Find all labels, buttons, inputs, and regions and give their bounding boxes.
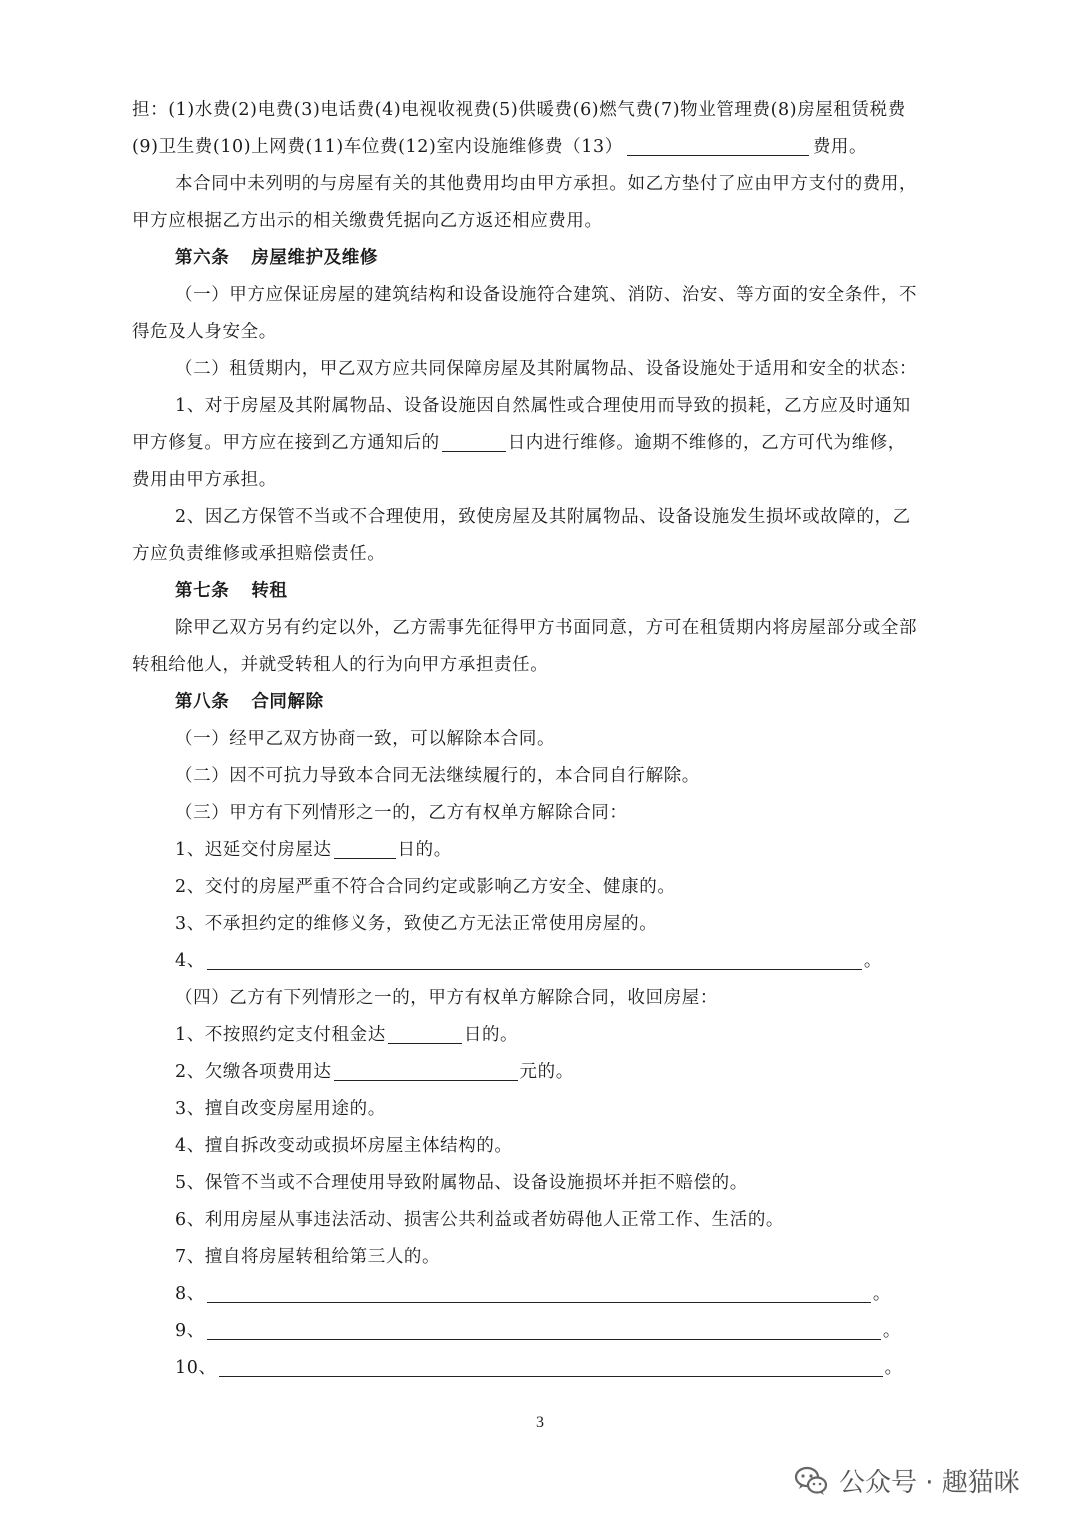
paragraph-line: 5、保管不当或不合理使用导致附属物品、设备设施损坏并拒不赔偿的。 <box>175 1173 748 1193</box>
paragraph-line: （一）甲方应保证房屋的建筑结构和设备设施符合建筑、消防、治安、等方面的安全条件，不 <box>175 285 918 305</box>
fill-blank <box>207 950 862 970</box>
paragraph-line: 6、利用房屋从事违法活动、损害公共利益或者妨碍他人正常工作、生活的。 <box>175 1210 785 1230</box>
paragraph-line: 9、 。 <box>175 1321 901 1341</box>
paragraph-line: （三）甲方有下列情形之一的，乙方有权单方解除合同： <box>175 803 628 823</box>
fill-blank <box>207 1320 881 1340</box>
paragraph-line: 4、擅自拆改变动或损坏房屋主体结构的。 <box>175 1136 513 1156</box>
paragraph-line: 7、擅自将房屋转租给第三人的。 <box>175 1247 441 1267</box>
paragraph-line: 方应负责维修或承担赔偿责任。 <box>132 544 386 564</box>
paragraph-line: 4、 。 <box>175 951 882 971</box>
paragraph-line: 本合同中未列明的与房屋有关的其他费用均由甲方承担。如乙方垫付了应由甲方支付的费用， <box>175 174 918 194</box>
paragraph-line: 10、 。 <box>175 1358 903 1378</box>
paragraph-line: （二）租赁期内，甲乙双方应共同保障房屋及其附属物品、设备设施处于适用和安全的状态： <box>175 359 918 379</box>
paragraph-line: 2、因乙方保管不当或不合理使用，致使房屋及其附属物品、设备设施发生损坏或故障的，乙 <box>175 507 911 527</box>
paragraph-line: (9)卫生费(10)上网费(11)车位费(12)室内设施维修费（13） 费用。 <box>132 137 868 157</box>
paragraph-line: 费用由甲方承担。 <box>132 470 277 490</box>
wechat-watermark <box>793 1458 1020 1502</box>
fill-blank <box>388 1024 462 1044</box>
paragraph-line: 2、欠缴各项费用达 元的。 <box>175 1062 574 1082</box>
paragraph-line: 3、擅自改变房屋用途的。 <box>175 1099 386 1119</box>
watermark-text: 公众号 · 趣猫咪 <box>839 1467 1020 1498</box>
paragraph-line: 甲方修复。甲方应在接到乙方通知后的 日内进行维修。逾期不维修的，乙方可代为维修， <box>132 433 906 453</box>
paragraph-line: 3、不承担约定的维修义务，致使乙方无法正常使用房屋的。 <box>175 914 658 934</box>
paragraph-line: 担：(1)水费(2)电费(3)电话费(4)电视收视费(5)供暖费(6)燃气费(7)物业管理费(8)房屋租赁税费 <box>132 100 906 120</box>
paragraph-line: （二）因不可抗力导致本合同无法继续履行的，本合同自行解除。 <box>175 766 700 786</box>
page-number: 3 <box>536 1414 544 1431</box>
section-heading: 第八条 合同解除 <box>175 692 324 712</box>
paragraph-line: 甲方应根据乙方出示的相关缴费凭据向乙方返还相应费用。 <box>132 211 603 231</box>
paragraph-line: 1、不按照约定支付租金达 日的。 <box>175 1025 519 1045</box>
paragraph-line: 除甲乙双方另有约定以外，乙方需事先征得甲方书面同意，方可在租赁期内将房屋部分或全部 <box>175 618 918 638</box>
paragraph-line: 1、对于房屋及其附属物品、设备设施因自然属性或合理使用而导致的损耗，乙方应及时通知 <box>175 396 911 416</box>
wechat-icon <box>793 1462 829 1498</box>
paragraph-line: 得危及人身安全。 <box>132 322 277 342</box>
paragraph-line: 8、 。 <box>175 1284 891 1304</box>
fill-blank <box>207 1283 871 1303</box>
section-heading: 第六条 房屋维护及维修 <box>175 248 379 268</box>
fill-blank <box>442 432 506 452</box>
fill-blank <box>627 136 809 156</box>
paragraph-line: 转租给他人，并就受转租人的行为向甲方承担责任。 <box>132 655 549 675</box>
paragraph-line: （四）乙方有下列情形之一的，甲方有权单方解除合同，收回房屋： <box>175 988 718 1008</box>
fill-blank <box>334 1061 518 1081</box>
section-heading: 第七条 转租 <box>175 581 288 601</box>
paragraph-line: （一）经甲乙双方协商一致，可以解除本合同。 <box>175 729 556 749</box>
fill-blank <box>219 1357 883 1377</box>
paragraph-line: 1、迟延交付房屋达 日的。 <box>175 840 452 860</box>
paragraph-line: 2、交付的房屋严重不符合合同约定或影响乙方安全、健康的。 <box>175 877 676 897</box>
fill-blank <box>334 839 396 859</box>
